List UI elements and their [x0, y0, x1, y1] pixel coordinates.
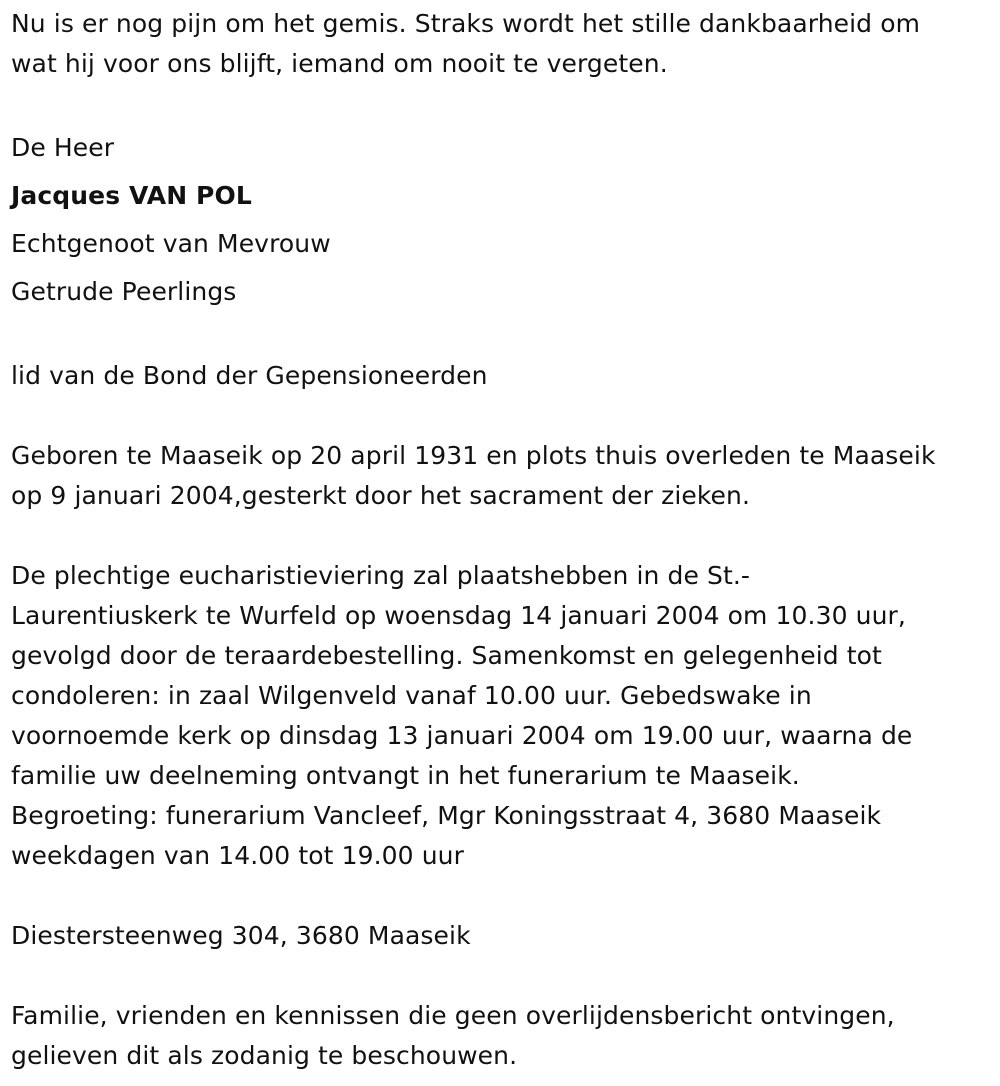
- birth-death-line-1: Geboren te Maaseik op 20 april 1931 en plots thuis overleden te Maaseik: [11, 441, 936, 470]
- address-line: Diestersteenweg 304, 3680 Maaseik: [11, 921, 471, 950]
- ceremony-line-4: condoleren: in zaal Wilgenveld vanaf 10.00 uur. Gebedswake in: [11, 681, 812, 710]
- ceremony-line-8: weekdagen van 14.00 tot 19.00 uur: [11, 841, 464, 870]
- deceased-name: Jacques VAN POL: [11, 181, 252, 210]
- spacer: [11, 956, 986, 996]
- membership-line: lid van de Bond der Gepensioneerden: [11, 361, 488, 390]
- spouse-line-2: Getrude Peerlings: [11, 277, 237, 306]
- obituary-text: [11, 4, 986, 1076]
- intro-line-1: Nu is er nog pijn om het gemis. Straks wordt het stille dankbaarheid om: [11, 9, 921, 38]
- spouse-line-1: Echtgenoot van Mevrouw: [11, 229, 331, 258]
- intro-paragraph: [11, 4, 986, 84]
- ceremony-line-1: De plechtige eucharistieviering zal plaatshebben in de St.-: [11, 561, 751, 590]
- spacer: [11, 396, 986, 436]
- salutation: De Heer: [11, 133, 115, 162]
- spacer: [11, 516, 986, 556]
- ceremony-paragraph: [11, 556, 986, 876]
- ceremony-line-5: voornoemde kerk op dinsdag 13 januari 2004 om 19.00 uur, waarna de: [11, 721, 913, 750]
- spacer: [11, 876, 986, 916]
- closing-line-2: gelieven dit als zodanig te beschouwen.: [11, 1041, 518, 1070]
- closing-line-1: Familie, vrienden en kennissen die geen overlijdensbericht ontvingen,: [11, 1001, 895, 1030]
- ceremony-line-3: gevolgd door de teraardebestelling. Samenkomst en gelegenheid tot: [11, 641, 882, 670]
- spacer: [11, 84, 986, 124]
- ceremony-line-2: Laurentiuskerk te Wurfeld op woensdag 14 januari 2004 om 10.30 uur,: [11, 601, 906, 630]
- closing-paragraph: [11, 996, 986, 1076]
- birth-death-line-2: op 9 januari 2004,gesterkt door het sacrament der zieken.: [11, 481, 751, 510]
- spacer: [11, 316, 986, 356]
- intro-line-2: wat hij voor ons blijft, iemand om nooit te vergeten.: [11, 49, 668, 78]
- birth-death-paragraph: [11, 436, 986, 516]
- ceremony-line-7: Begroeting: funerarium Vancleef, Mgr Koningsstraat 4, 3680 Maaseik: [11, 801, 882, 830]
- ceremony-line-6: familie uw deelneming ontvangt in het funerarium te Maaseik.: [11, 761, 800, 790]
- deceased-block: [11, 124, 986, 316]
